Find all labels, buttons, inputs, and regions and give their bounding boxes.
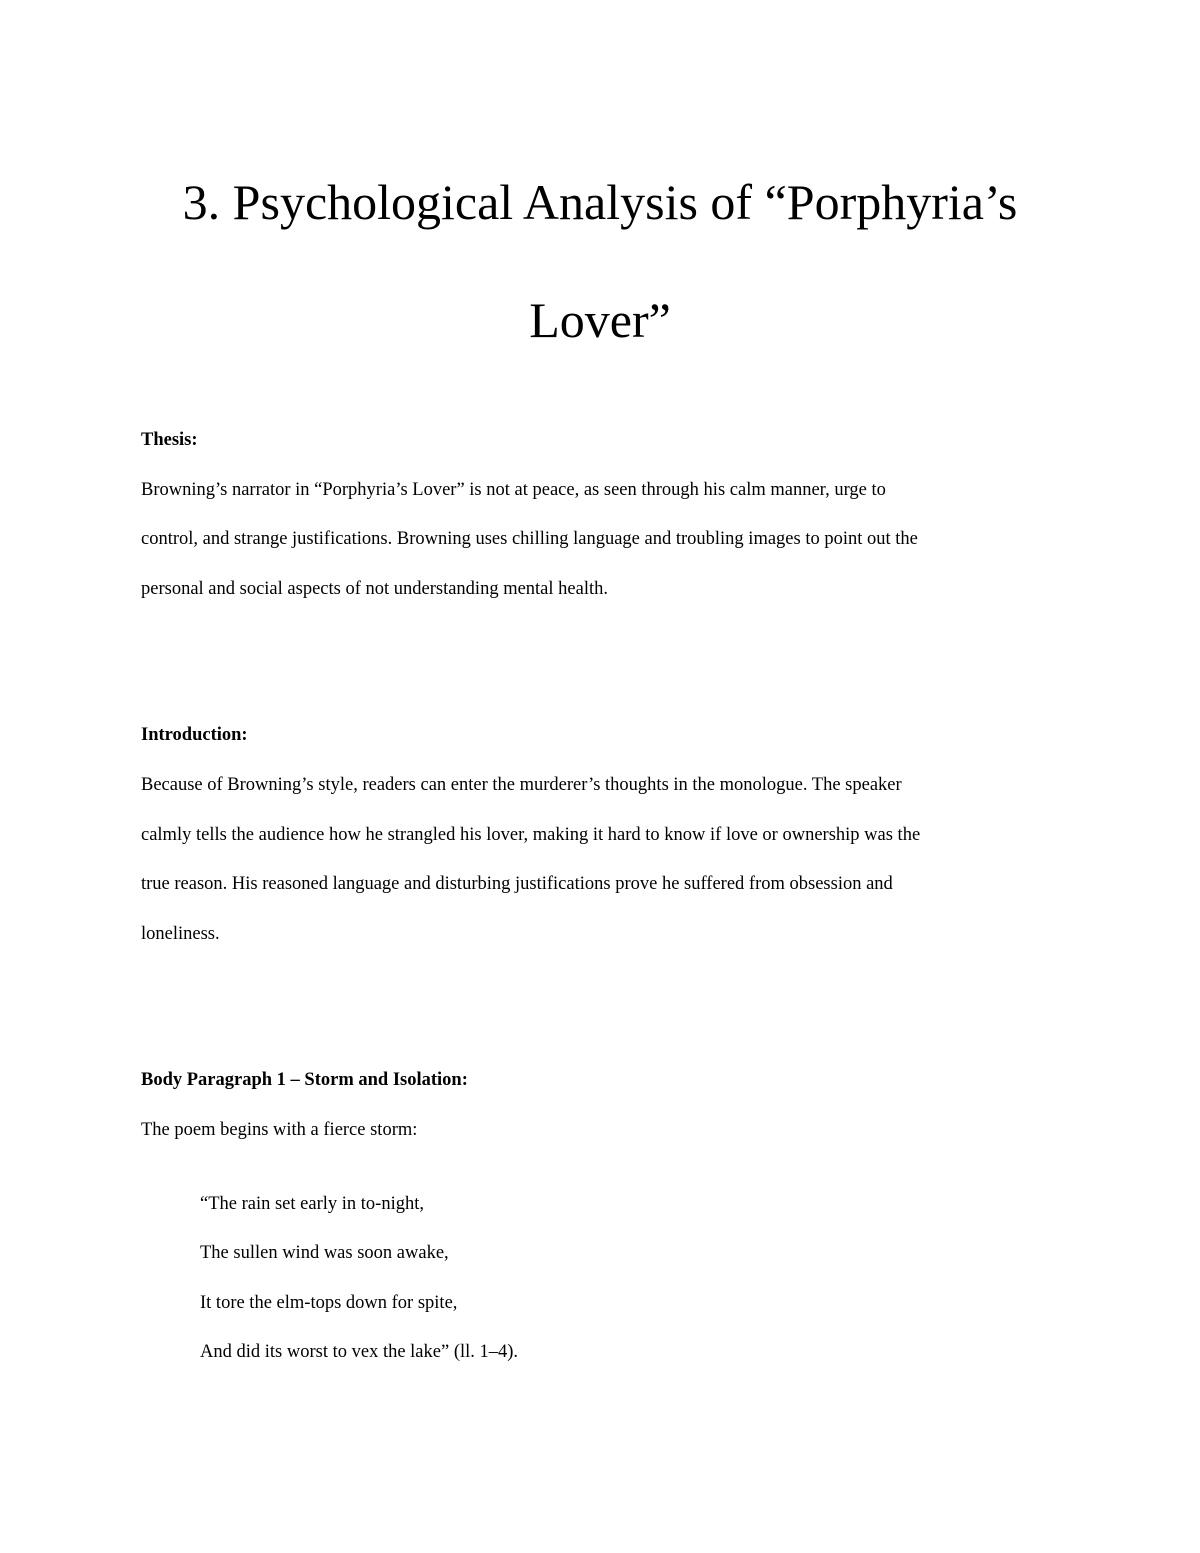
poem-quote-line-2: The sullen wind was soon awake, xyxy=(200,1243,449,1263)
poem-quote-line-3: It tore the elm-tops down for spite, xyxy=(200,1293,458,1313)
introduction-line-1: Because of Browning’s style, readers can enter the murderer’s thoughts in the monologue. The speaker xyxy=(141,775,902,795)
document-title-line-2: Lover” xyxy=(529,292,671,348)
introduction-heading: Introduction: xyxy=(141,725,248,745)
thesis-line-1: Browning’s narrator in “Porphyria’s Lover” is not at peace, as seen through his calm manner, urge to xyxy=(141,480,886,500)
body-paragraph-1-heading: Body Paragraph 1 – Storm and Isolation: xyxy=(141,1070,468,1090)
introduction-line-3: true reason. His reasoned language and disturbing justifications prove he suffered from obsession and xyxy=(141,874,893,894)
thesis-heading: Thesis: xyxy=(141,430,198,450)
thesis-line-3: personal and social aspects of not understanding mental health. xyxy=(141,579,608,599)
document-title-line-1: 3. Psychological Analysis of “Porphyria’s xyxy=(182,174,1018,230)
body-paragraph-1-intro: The poem begins with a fierce storm: xyxy=(141,1120,418,1140)
thesis-line-2: control, and strange justifications. Browning uses chilling language and troubling images to point out the xyxy=(141,529,918,549)
poem-quote-line-1: “The rain set early in to-night, xyxy=(200,1194,424,1214)
introduction-line-4: loneliness. xyxy=(141,924,220,944)
poem-quote-line-4: And did its worst to vex the lake” (ll. 1–4). xyxy=(200,1342,519,1362)
introduction-line-2: calmly tells the audience how he strangled his lover, making it hard to know if love or ownership was the xyxy=(141,825,921,845)
